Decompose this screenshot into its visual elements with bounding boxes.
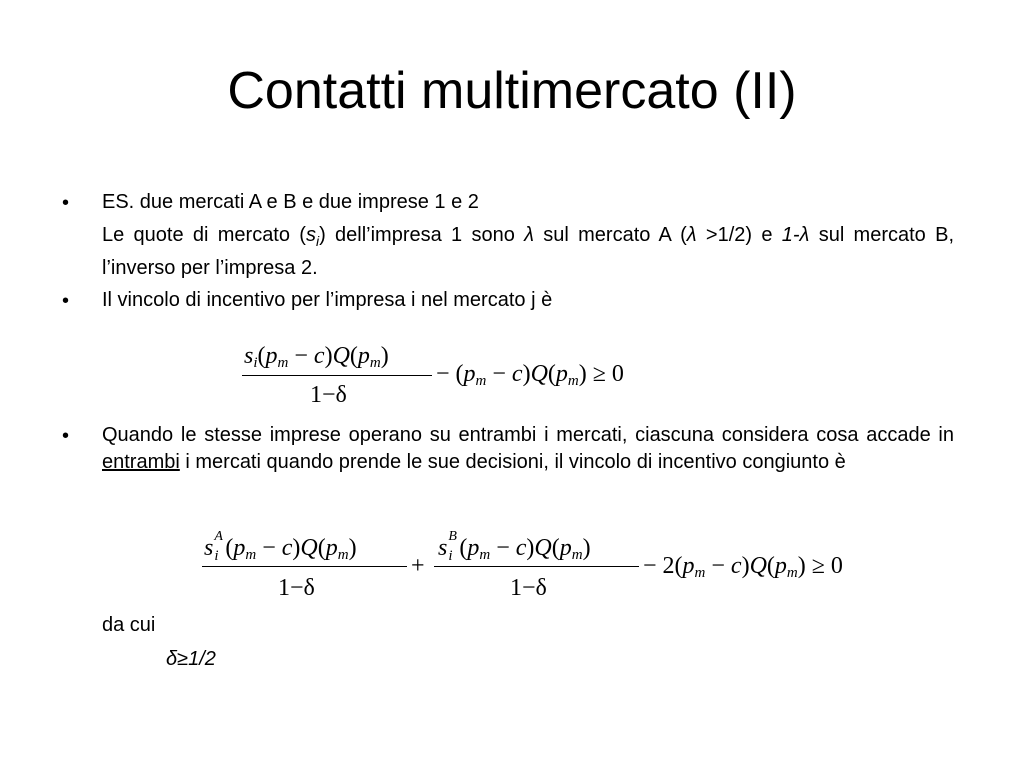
eq2-numerator-1: s A i $(p_m - c)Q(p_m)$: [204, 529, 357, 564]
eq1-fraction-bar: [242, 375, 432, 376]
result-text: δ≥1/2: [166, 648, 216, 670]
eq2-plus: +: [411, 553, 425, 579]
equation-1: [240, 340, 680, 415]
eq1-numerator: $s_i(p_m - c)Q(p_m)$: [244, 343, 389, 371]
bullet-marker: •: [62, 192, 70, 214]
bullet-marker: •: [62, 425, 70, 447]
market-shares-paragraph: Le quote di mercato $(s_i)$ dell’impresa 1 sono λ sul mercato A (λ >1/2) e 1-λ sul mercato B, l’inverso per l’impresa 2.: [102, 224, 954, 279]
bullet-marker: •: [62, 290, 70, 312]
eq1-denominator: 1−δ: [310, 382, 347, 408]
eq2-fraction-bar-1: [202, 566, 407, 567]
da-cui-text: da cui: [102, 614, 156, 636]
eq2-tail: − $2(p_m - c)Q(p_m) \ge 0$: [643, 553, 843, 581]
eq2-denominator-1: 1−δ: [278, 575, 315, 601]
eq2-fraction-bar-2: [434, 566, 639, 567]
eq2-denominator-2: 1−δ: [510, 575, 547, 601]
equation-2: [200, 528, 900, 608]
slide-title: Contatti multimercato (II): [227, 62, 797, 120]
underlined-word: entrambi: [102, 451, 180, 473]
bullet-1-text: ES. due mercati A e B e due imprese 1 e 2: [102, 191, 479, 213]
eq1-tail: − $(p_m - c)Q(p_m) \ge 0$: [436, 361, 624, 389]
eq2-numerator-2: s B i $(p_m - c)Q(p_m)$: [438, 529, 591, 564]
bullet-3-text: Quando le stesse imprese operano su entrambi i mercati, ciascuna considera cosa accade in entrambi i mercati quando prende le sue decisioni, il vincolo di incentivo congiunto è: [102, 424, 954, 473]
bullet-2-text: Il vincolo di incentivo per l’impresa i nel mercato j è: [102, 289, 553, 311]
